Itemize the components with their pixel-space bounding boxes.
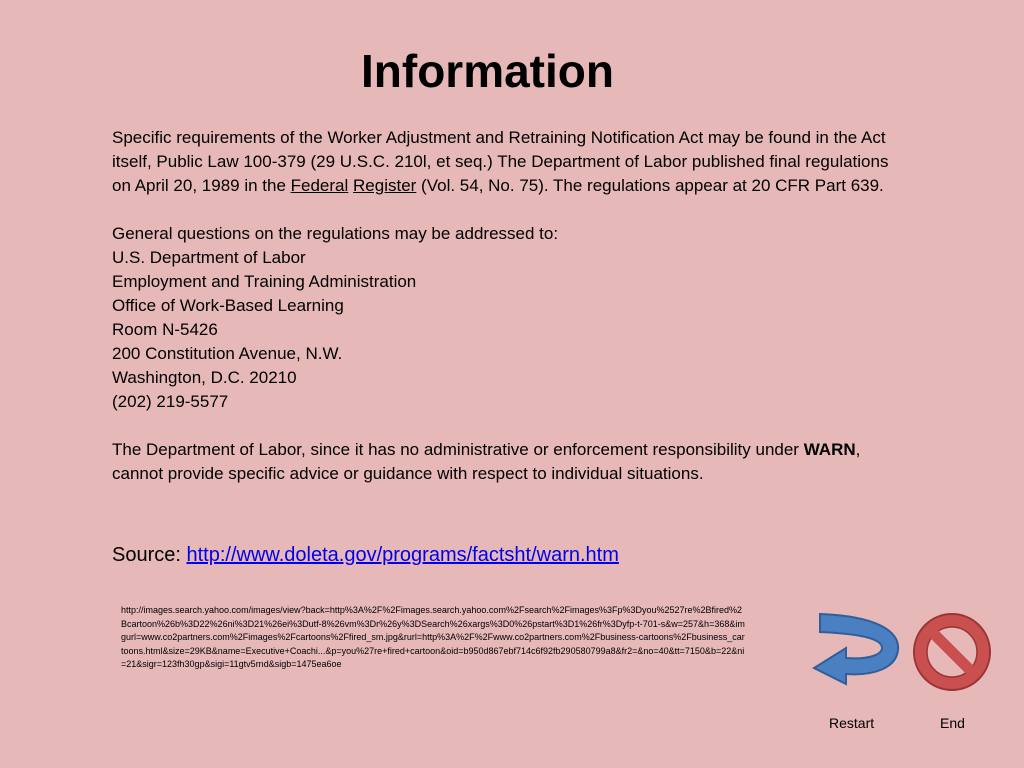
source-line xyxy=(112,541,619,569)
u-turn-arrow-icon[interactable] xyxy=(812,610,902,702)
requirements-text-end: (Vol. 54, No. 75). The regulations appear at 20 CFR Part 639. xyxy=(416,176,884,195)
requirements-paragraph xyxy=(112,126,892,198)
federal-word: Federal xyxy=(290,176,349,195)
disclaimer-paragraph xyxy=(112,438,892,486)
register-word: Register xyxy=(353,176,417,195)
warn-bold: WARN xyxy=(803,440,856,459)
image-credit-url: http://images.search.yahoo.com/images/view?back=http%3A%2F%2Fimages.search.yahoo.com%2Fsearch%2Fimages%3Fp%3Dyou%2527re%2Bfired%2Bcartoon%26b%3D22%26ni%3D21%26ei%3Dutf-8%26vm%3Dr%26y%3DSearch%26xargs%3D0%26pstart%3D1%26fr%3Dyfp-t-701-s&w=257&h=368&imgurl=www.co2partners.com%2Fimages%2Fcartoons%2Ffired_sm.jpg&rurl=http%3A%2F%2Fwww.co2partners.com%2Fbusiness-cartoons%2Fbusiness_cartoons.html&size=29KB&name=Executive+Coachi...&p=you%27re+fired+cartoon&oid=b950d867ebf714c6f92fb290580799a8&fr2=&no=40&tt=7150&b=22&ni=21&sigr=123fh30gp&sigi=11gtv5rnd&sigb=1475ea6oe xyxy=(121,605,745,669)
no-entry-icon[interactable] xyxy=(911,611,993,693)
source-link[interactable]: http://www.doleta.gov/programs/factsht/warn.htm xyxy=(186,544,619,566)
info-body xyxy=(112,126,892,486)
requirements-text-start: Specific requirements of the Worker Adjustment and Retraining Notification Act may be found in the Act itself, Public Law 100-379 (29 U.S.C. 210l, et seq.) The Department of Labor published final regulations on April 20, 1989 in the xyxy=(112,128,889,195)
end-label[interactable]: End xyxy=(940,715,965,731)
restart-arrow-shape xyxy=(814,614,898,684)
restart-label[interactable]: Restart xyxy=(829,715,875,731)
address-line: Room N-5426 xyxy=(112,320,218,339)
address-line: Employment and Training Administration xyxy=(112,272,417,291)
page-title: Information xyxy=(361,45,614,97)
disclaimer-text-start: The Department of Labor, since it has no administrative or enforcement responsibility under xyxy=(112,440,804,459)
phone-number: (202) 219-5577 xyxy=(112,392,229,411)
contact-intro: General questions on the regulations may be addressed to: xyxy=(112,224,559,243)
address-line: 200 Constitution Avenue, N.W. xyxy=(112,344,343,363)
address-line: Office of Work-Based Learning xyxy=(112,296,344,315)
address-line: U.S. Department of Labor xyxy=(112,248,306,267)
source-label: Source: xyxy=(112,544,187,566)
address-line: Washington, D.C. 20210 xyxy=(112,368,297,387)
disclaimer-text-end: , cannot provide specific advice or guidance with respect to individual situations. xyxy=(112,440,861,483)
